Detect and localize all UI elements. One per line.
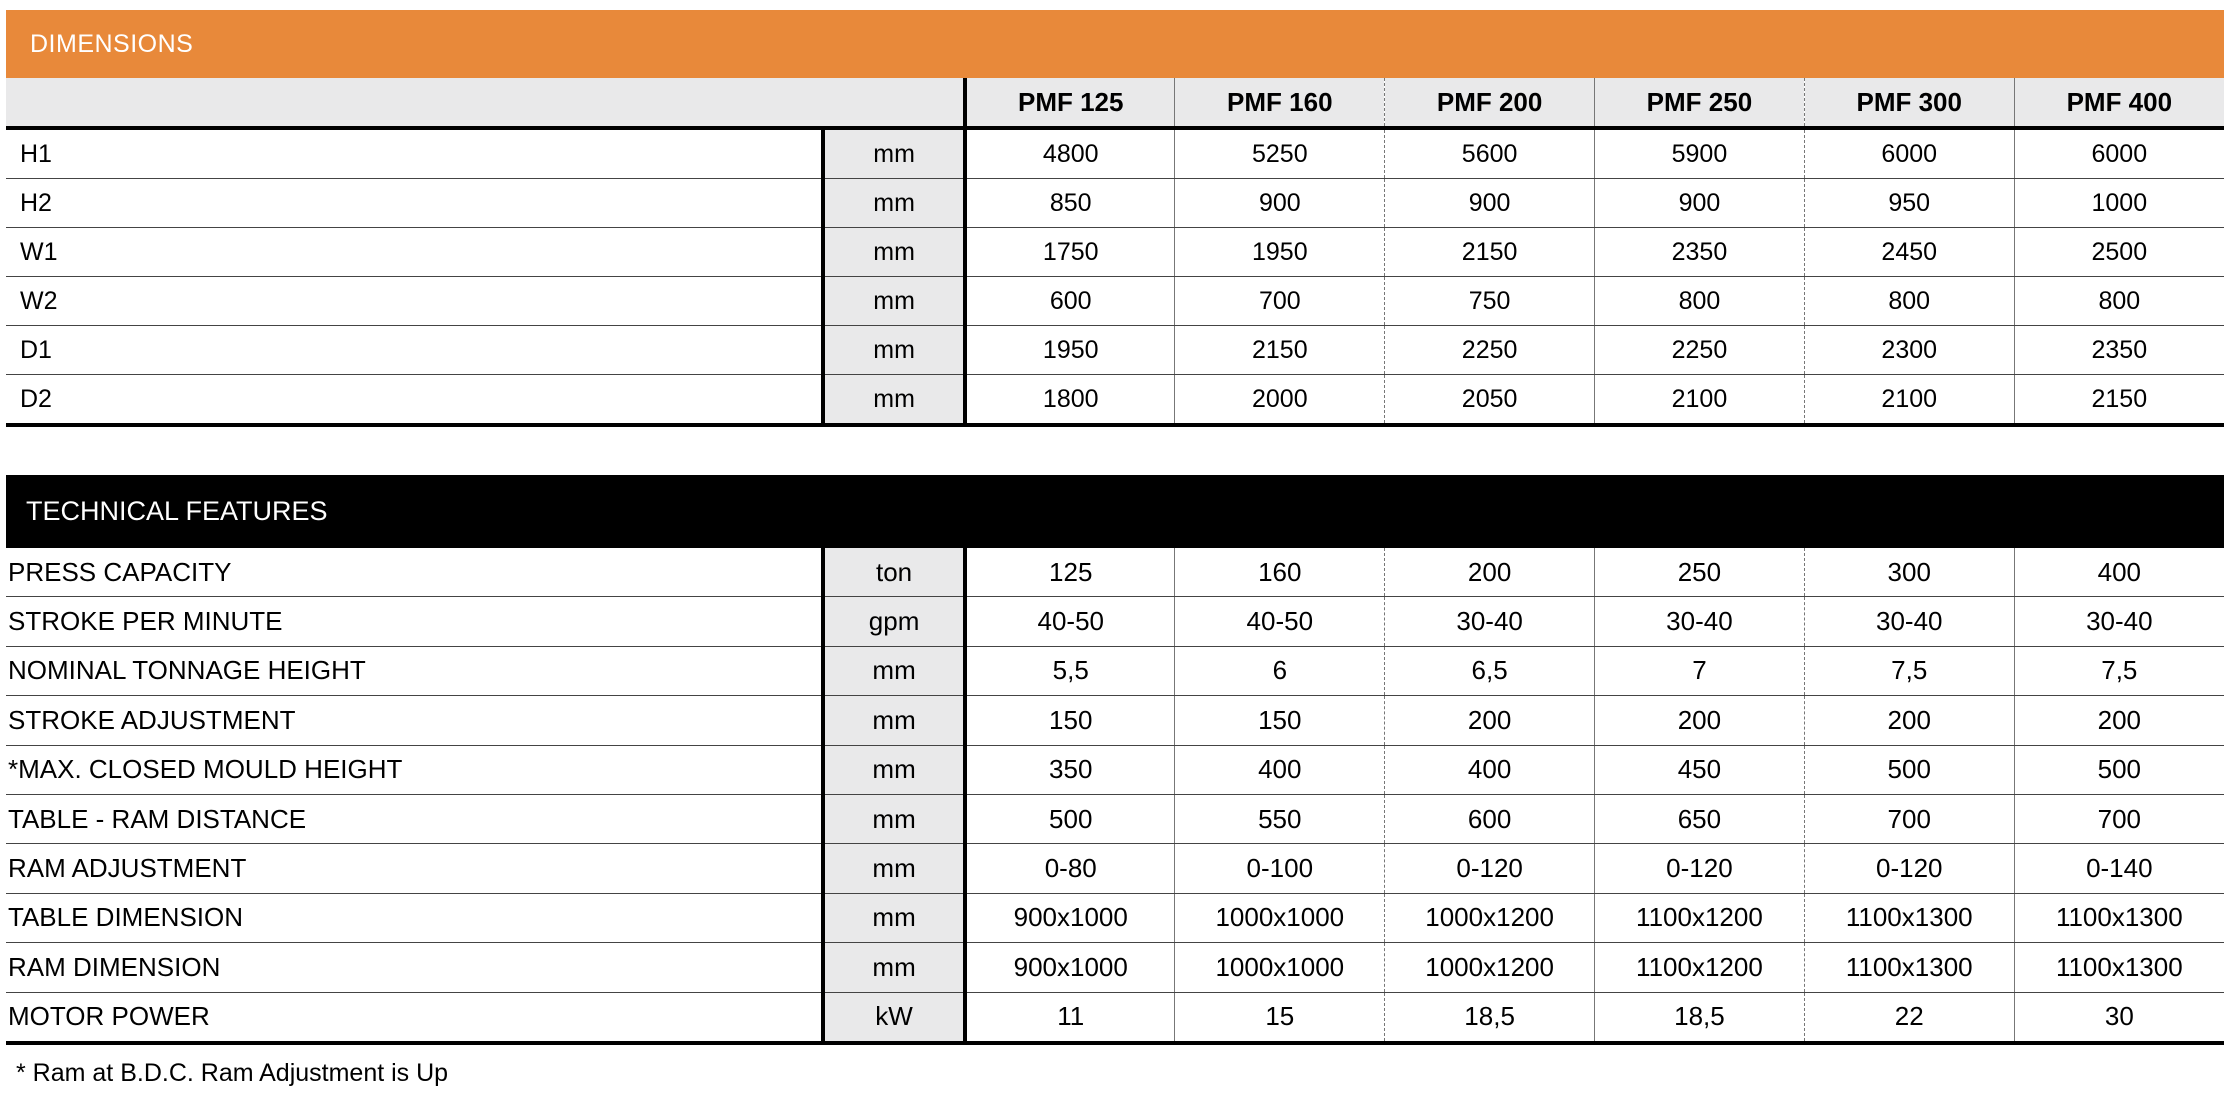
value-cell: 400 — [2014, 548, 2224, 597]
value-cell: 200 — [1385, 696, 1595, 745]
value-cell: 5250 — [1175, 128, 1385, 179]
row-unit: gpm — [823, 597, 965, 646]
spec-sheet — [6, 10, 2224, 1088]
value-cell: 2350 — [1595, 228, 1805, 277]
row-unit: mm — [823, 893, 965, 942]
model-header: PMF 200 — [1385, 78, 1595, 128]
value-cell: 6,5 — [1385, 646, 1595, 695]
row-unit: ton — [823, 548, 965, 597]
value-cell: 200 — [2014, 696, 2224, 745]
value-cell: 5,5 — [965, 646, 1175, 695]
row-label: D2 — [6, 375, 823, 426]
value-cell: 1750 — [965, 228, 1175, 277]
row-label: TABLE - RAM DISTANCE — [6, 794, 823, 843]
value-cell: 18,5 — [1385, 992, 1595, 1043]
value-cell: 650 — [1595, 794, 1805, 843]
value-cell: 700 — [1804, 794, 2014, 843]
value-cell: 800 — [1595, 277, 1805, 326]
value-cell: 200 — [1804, 696, 2014, 745]
row-label: MOTOR POWER — [6, 992, 823, 1043]
value-cell: 200 — [1385, 548, 1595, 597]
model-header: PMF 160 — [1175, 78, 1385, 128]
value-cell: 900x1000 — [965, 893, 1175, 942]
table-row — [6, 696, 2224, 745]
row-unit: mm — [823, 277, 965, 326]
value-cell: 30-40 — [1595, 597, 1805, 646]
table-row — [6, 844, 2224, 893]
value-cell: 2100 — [1595, 375, 1805, 426]
value-cell: 2350 — [2014, 326, 2224, 375]
value-cell: 150 — [1175, 696, 1385, 745]
value-cell: 0-140 — [2014, 844, 2224, 893]
row-label: STROKE PER MINUTE — [6, 597, 823, 646]
value-cell: 7,5 — [2014, 646, 2224, 695]
value-cell: 1100x1300 — [1804, 943, 2014, 992]
value-cell: 1000x1200 — [1385, 943, 1595, 992]
value-cell: 500 — [965, 794, 1175, 843]
table-row — [6, 326, 2224, 375]
value-cell: 0-120 — [1804, 844, 2014, 893]
value-cell: 40-50 — [965, 597, 1175, 646]
technical-features-header: TECHNICAL FEATURES — [6, 475, 2224, 548]
value-cell: 450 — [1595, 745, 1805, 794]
value-cell: 1100x1300 — [2014, 893, 2224, 942]
value-cell: 500 — [1804, 745, 2014, 794]
value-cell: 1950 — [965, 326, 1175, 375]
value-cell: 40-50 — [1175, 597, 1385, 646]
value-cell: 7 — [1595, 646, 1805, 695]
row-label: *MAX. CLOSED MOULD HEIGHT — [6, 745, 823, 794]
value-cell: 2450 — [1804, 228, 2014, 277]
value-cell: 1100x1200 — [1595, 943, 1805, 992]
row-unit: mm — [823, 794, 965, 843]
table-row — [6, 128, 2224, 179]
value-cell: 0-120 — [1595, 844, 1805, 893]
value-cell: 1000 — [2014, 179, 2224, 228]
value-cell: 30 — [2014, 992, 2224, 1043]
row-label: D1 — [6, 326, 823, 375]
value-cell: 6000 — [2014, 128, 2224, 179]
row-unit: mm — [823, 228, 965, 277]
table-row — [6, 375, 2224, 426]
value-cell: 2000 — [1175, 375, 1385, 426]
row-unit: kW — [823, 992, 965, 1043]
row-unit: mm — [823, 646, 965, 695]
table-row — [6, 179, 2224, 228]
row-unit: mm — [823, 326, 965, 375]
value-cell: 2500 — [2014, 228, 2224, 277]
value-cell: 2100 — [1804, 375, 2014, 426]
value-cell: 6 — [1175, 646, 1385, 695]
value-cell: 1000x1000 — [1175, 893, 1385, 942]
dimensions-table — [6, 78, 2224, 427]
row-unit: mm — [823, 375, 965, 426]
header-blank-cell — [6, 78, 965, 128]
value-cell: 250 — [1595, 548, 1805, 597]
value-cell: 300 — [1804, 548, 2014, 597]
footnote: * Ram at B.D.C. Ram Adjustment is Up — [16, 1058, 449, 1087]
value-cell: 0-100 — [1175, 844, 1385, 893]
table-row — [6, 893, 2224, 942]
row-unit: mm — [823, 943, 965, 992]
value-cell: 6000 — [1804, 128, 2014, 179]
row-unit: mm — [823, 128, 965, 179]
table-row — [6, 745, 2224, 794]
value-cell: 2250 — [1385, 326, 1595, 375]
value-cell: 2150 — [1175, 326, 1385, 375]
value-cell: 2150 — [2014, 375, 2224, 426]
table-row — [6, 943, 2224, 992]
row-label: W2 — [6, 277, 823, 326]
value-cell: 150 — [965, 696, 1175, 745]
value-cell: 1100x1300 — [1804, 893, 2014, 942]
value-cell: 500 — [2014, 745, 2224, 794]
value-cell: 750 — [1385, 277, 1595, 326]
row-unit: mm — [823, 844, 965, 893]
value-cell: 850 — [965, 179, 1175, 228]
row-unit: mm — [823, 179, 965, 228]
value-cell: 700 — [2014, 794, 2224, 843]
section-spacer — [6, 427, 2224, 475]
value-cell: 800 — [2014, 277, 2224, 326]
technical-features-table — [6, 548, 2224, 1045]
value-cell: 1100x1200 — [1595, 893, 1805, 942]
value-cell: 2050 — [1385, 375, 1595, 426]
row-label: H1 — [6, 128, 823, 179]
value-cell: 1000x1000 — [1175, 943, 1385, 992]
value-cell: 600 — [965, 277, 1175, 326]
value-cell: 900 — [1385, 179, 1595, 228]
dimensions-header: DIMENSIONS — [6, 10, 2224, 78]
row-label: H2 — [6, 179, 823, 228]
value-cell: 30-40 — [1385, 597, 1595, 646]
value-cell: 1100x1300 — [2014, 943, 2224, 992]
value-cell: 900 — [1595, 179, 1805, 228]
value-cell: 160 — [1175, 548, 1385, 597]
row-label: NOMINAL TONNAGE HEIGHT — [6, 646, 823, 695]
row-unit: mm — [823, 745, 965, 794]
row-label: RAM ADJUSTMENT — [6, 844, 823, 893]
value-cell: 7,5 — [1804, 646, 2014, 695]
value-cell: 2250 — [1595, 326, 1805, 375]
table-row — [6, 992, 2224, 1043]
table-row — [6, 228, 2224, 277]
value-cell: 30-40 — [1804, 597, 2014, 646]
value-cell: 30-40 — [2014, 597, 2224, 646]
value-cell: 700 — [1175, 277, 1385, 326]
row-label: RAM DIMENSION — [6, 943, 823, 992]
model-header: PMF 125 — [965, 78, 1175, 128]
value-cell: 400 — [1175, 745, 1385, 794]
value-cell: 800 — [1804, 277, 2014, 326]
value-cell: 1000x1200 — [1385, 893, 1595, 942]
value-cell: 5900 — [1595, 128, 1805, 179]
value-cell: 350 — [965, 745, 1175, 794]
row-unit: mm — [823, 696, 965, 745]
value-cell: 15 — [1175, 992, 1385, 1043]
value-cell: 0-120 — [1385, 844, 1595, 893]
value-cell: 200 — [1595, 696, 1805, 745]
value-cell: 125 — [965, 548, 1175, 597]
value-cell: 400 — [1385, 745, 1595, 794]
model-header: PMF 300 — [1804, 78, 2014, 128]
value-cell: 22 — [1804, 992, 2014, 1043]
table-row — [6, 794, 2224, 843]
value-cell: 5600 — [1385, 128, 1595, 179]
value-cell: 11 — [965, 992, 1175, 1043]
row-label: W1 — [6, 228, 823, 277]
value-cell: 2150 — [1385, 228, 1595, 277]
value-cell: 550 — [1175, 794, 1385, 843]
model-header: PMF 250 — [1595, 78, 1805, 128]
value-cell: 0-80 — [965, 844, 1175, 893]
model-header: PMF 400 — [2014, 78, 2224, 128]
row-label: PRESS CAPACITY — [6, 548, 823, 597]
table-row — [6, 646, 2224, 695]
value-cell: 1800 — [965, 375, 1175, 426]
value-cell: 18,5 — [1595, 992, 1805, 1043]
row-label: TABLE DIMENSION — [6, 893, 823, 942]
value-cell: 900x1000 — [965, 943, 1175, 992]
row-label: STROKE ADJUSTMENT — [6, 696, 823, 745]
value-cell: 950 — [1804, 179, 2014, 228]
value-cell: 4800 — [965, 128, 1175, 179]
model-header-row — [6, 78, 2224, 128]
table-row — [6, 597, 2224, 646]
value-cell: 2300 — [1804, 326, 2014, 375]
table-row — [6, 548, 2224, 597]
value-cell: 1950 — [1175, 228, 1385, 277]
table-row — [6, 277, 2224, 326]
value-cell: 600 — [1385, 794, 1595, 843]
value-cell: 900 — [1175, 179, 1385, 228]
